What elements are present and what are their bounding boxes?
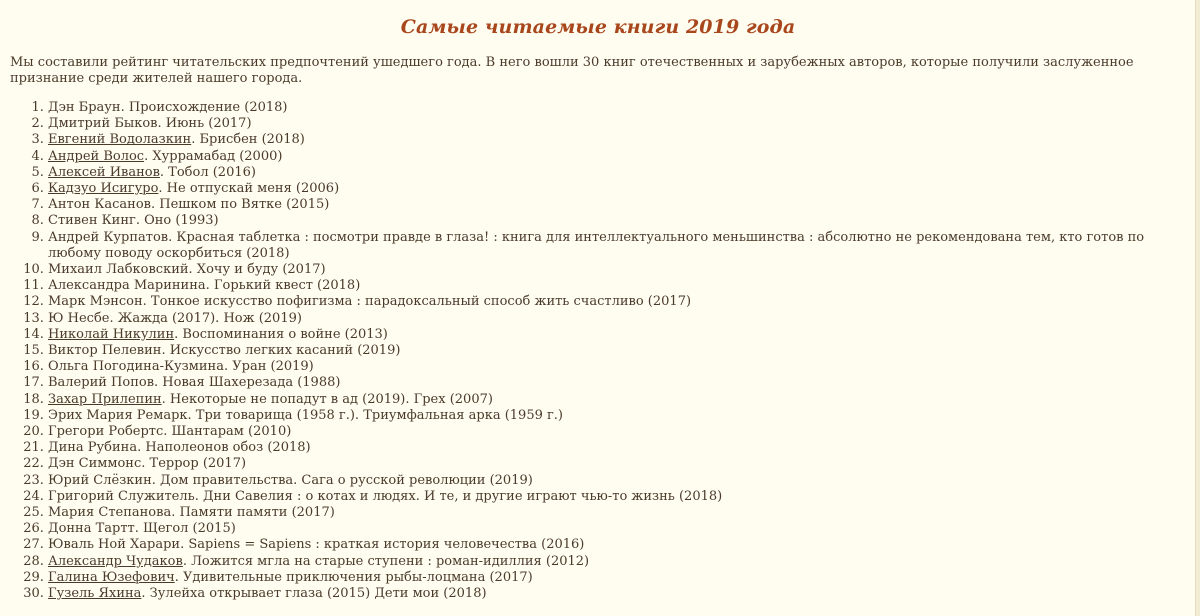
book-title: . Три товарища (1958 г.). Триумфальная арка (1959 г.) — [187, 407, 564, 423]
book-item — [48, 213, 1186, 229]
author-name: Григорий Служитель — [48, 488, 195, 504]
book-title: . Некоторые не попадут в ад (2019). Грех (2007) — [161, 391, 493, 407]
book-item — [48, 554, 1186, 570]
book-title: . Тонкое искусство пофигизма : парадоксальный способ жить счастливо (2017) — [142, 294, 692, 310]
author-link[interactable]: Алексей Иванов — [48, 164, 160, 180]
book-title: . Воспоминания о войне (2013) — [174, 326, 388, 342]
author-name: Марк Мэнсон — [48, 294, 143, 310]
book-title: . Дом правительства. Сага о русской революции (2019) — [151, 472, 533, 488]
author-link[interactable]: Николай Никулин — [48, 326, 175, 342]
book-title: . Красная таблетка : посмотри правде в глаза! : книга для интеллектуального меньшинства : абсолютно не рекомендована тем, кто готов по любому поводу оскорбиться (2018) — [48, 229, 1145, 261]
book-title: . Горький квест (2018) — [205, 278, 361, 294]
book-item — [48, 537, 1186, 553]
author-name: Валерий Попов — [48, 375, 155, 391]
book-item — [48, 132, 1186, 148]
author-link[interactable]: Галина Юзефович — [48, 569, 175, 585]
book-title: . Хуррамабад (2000) — [144, 148, 283, 164]
book-item — [48, 440, 1186, 456]
intro-paragraph: Мы составили рейтинг читательских предпочтений ушедшего года. В него вошли 30 книг отечественных и зарубежных авторов, которые получили заслуженное признание среди жителей нашего города. — [10, 55, 1134, 86]
author-name: Виктор Пелевин — [48, 343, 162, 359]
book-item — [48, 327, 1186, 343]
book-item — [48, 294, 1186, 310]
book-title: . Происхождение (2018) — [120, 100, 288, 115]
book-item — [48, 456, 1186, 472]
book-title: . Удивительные приключения рыбы-лоцмана (2017) — [174, 569, 533, 585]
author-name: Донна Тартт — [48, 521, 135, 537]
author-name: Александра Маринина — [48, 278, 206, 294]
book-title: . Жажда (2017). Нож (2019) — [109, 310, 302, 326]
author-name: Юрий Слёзкин — [48, 472, 152, 488]
author-name: Ольга Погодина-Кузмина — [48, 359, 224, 375]
page-title: Самые читаемые книги 2019 года — [400, 16, 796, 38]
book-item — [48, 181, 1186, 197]
book-item — [48, 392, 1186, 408]
book-title: . Памяти памяти (2017) — [171, 505, 335, 521]
author-link[interactable]: Кадзуо Исигуро — [48, 181, 159, 197]
author-name: Ю Несбе — [48, 310, 110, 326]
book-item — [48, 278, 1186, 294]
book-title: . Тобол (2016) — [159, 164, 256, 180]
book-title: . Щегол (2015) — [134, 521, 236, 537]
author-link[interactable]: Андрей Волос — [48, 148, 145, 164]
author-name: Дина Рубина — [48, 440, 138, 456]
author-name: Мария Степанова — [48, 505, 172, 521]
book-item — [48, 359, 1186, 375]
book-item — [48, 230, 1186, 262]
book-item — [48, 375, 1186, 391]
book-title: . Наполеонов обоз (2018) — [137, 440, 311, 456]
book-item — [48, 149, 1186, 165]
book-title: . Не отпускай меня (2006) — [158, 181, 340, 197]
author-link[interactable]: Гузель Яхина — [48, 586, 142, 602]
book-title: . Пешком по Вятке (2015) — [150, 197, 330, 213]
book-title: . Брисбен (2018) — [191, 132, 305, 148]
book-title: . Июнь (2017) — [157, 116, 252, 132]
book-item — [48, 424, 1186, 440]
book-item — [48, 489, 1186, 505]
author-name: Дэн Симмонс — [48, 456, 142, 472]
book-title: . Шантарам (2010) — [163, 424, 292, 440]
book-item — [48, 343, 1186, 359]
book-title: . Новая Шахерезада (1988) — [154, 375, 341, 391]
scrollbar-track[interactable] — [1196, 0, 1200, 616]
book-item — [48, 197, 1186, 213]
book-title: . Террор (2017) — [141, 456, 247, 472]
book-title: . Хочу и буду (2017) — [188, 262, 326, 278]
book-title: . Искусство легких касаний (2019) — [161, 343, 401, 359]
book-item — [48, 570, 1186, 586]
book-item — [48, 408, 1186, 424]
book-item — [48, 473, 1186, 489]
book-item — [48, 262, 1186, 278]
book-title: . Уран (2019) — [223, 359, 314, 375]
author-name: Дмитрий Быков — [48, 116, 158, 132]
book-item — [48, 505, 1186, 521]
author-name: Стивен Кинг — [48, 213, 136, 229]
book-title: . Дни Савелия : о котах и людях. И те, и другие играют чью-то жизнь (2018) — [194, 488, 723, 504]
book-list — [0, 100, 1186, 602]
book-title: . Зулейха открывает глаза (2015) Дети мои (2018) — [141, 586, 487, 602]
author-name: Антон Касанов — [48, 197, 151, 213]
author-name: Михаил Лабковский — [48, 262, 189, 278]
book-item — [48, 116, 1186, 132]
book-item — [48, 586, 1186, 602]
book-item — [48, 165, 1186, 181]
book-title: . Оно (1993) — [135, 213, 219, 229]
author-name: Дэн Браун — [48, 100, 121, 115]
author-name: Эрих Мария Ремарк — [48, 407, 188, 423]
book-item — [48, 521, 1186, 537]
book-title: . Ложится мгла на старые ступени : роман-идиллия (2012) — [182, 553, 590, 569]
author-link[interactable]: Александр Чудаков — [48, 553, 183, 569]
author-name: Юваль Ной Харари — [48, 537, 181, 553]
book-item — [48, 311, 1186, 327]
book-item — [48, 100, 1186, 116]
author-link[interactable]: Евгений Водолазкин — [48, 132, 192, 148]
author-link[interactable]: Захар Прилепин — [48, 391, 162, 407]
book-title: . Sapiens = Sapiens : краткая история человечества (2016) — [180, 537, 585, 553]
author-name: Грегори Робертс — [48, 424, 164, 440]
author-name: Андрей Курпатов — [48, 229, 169, 245]
